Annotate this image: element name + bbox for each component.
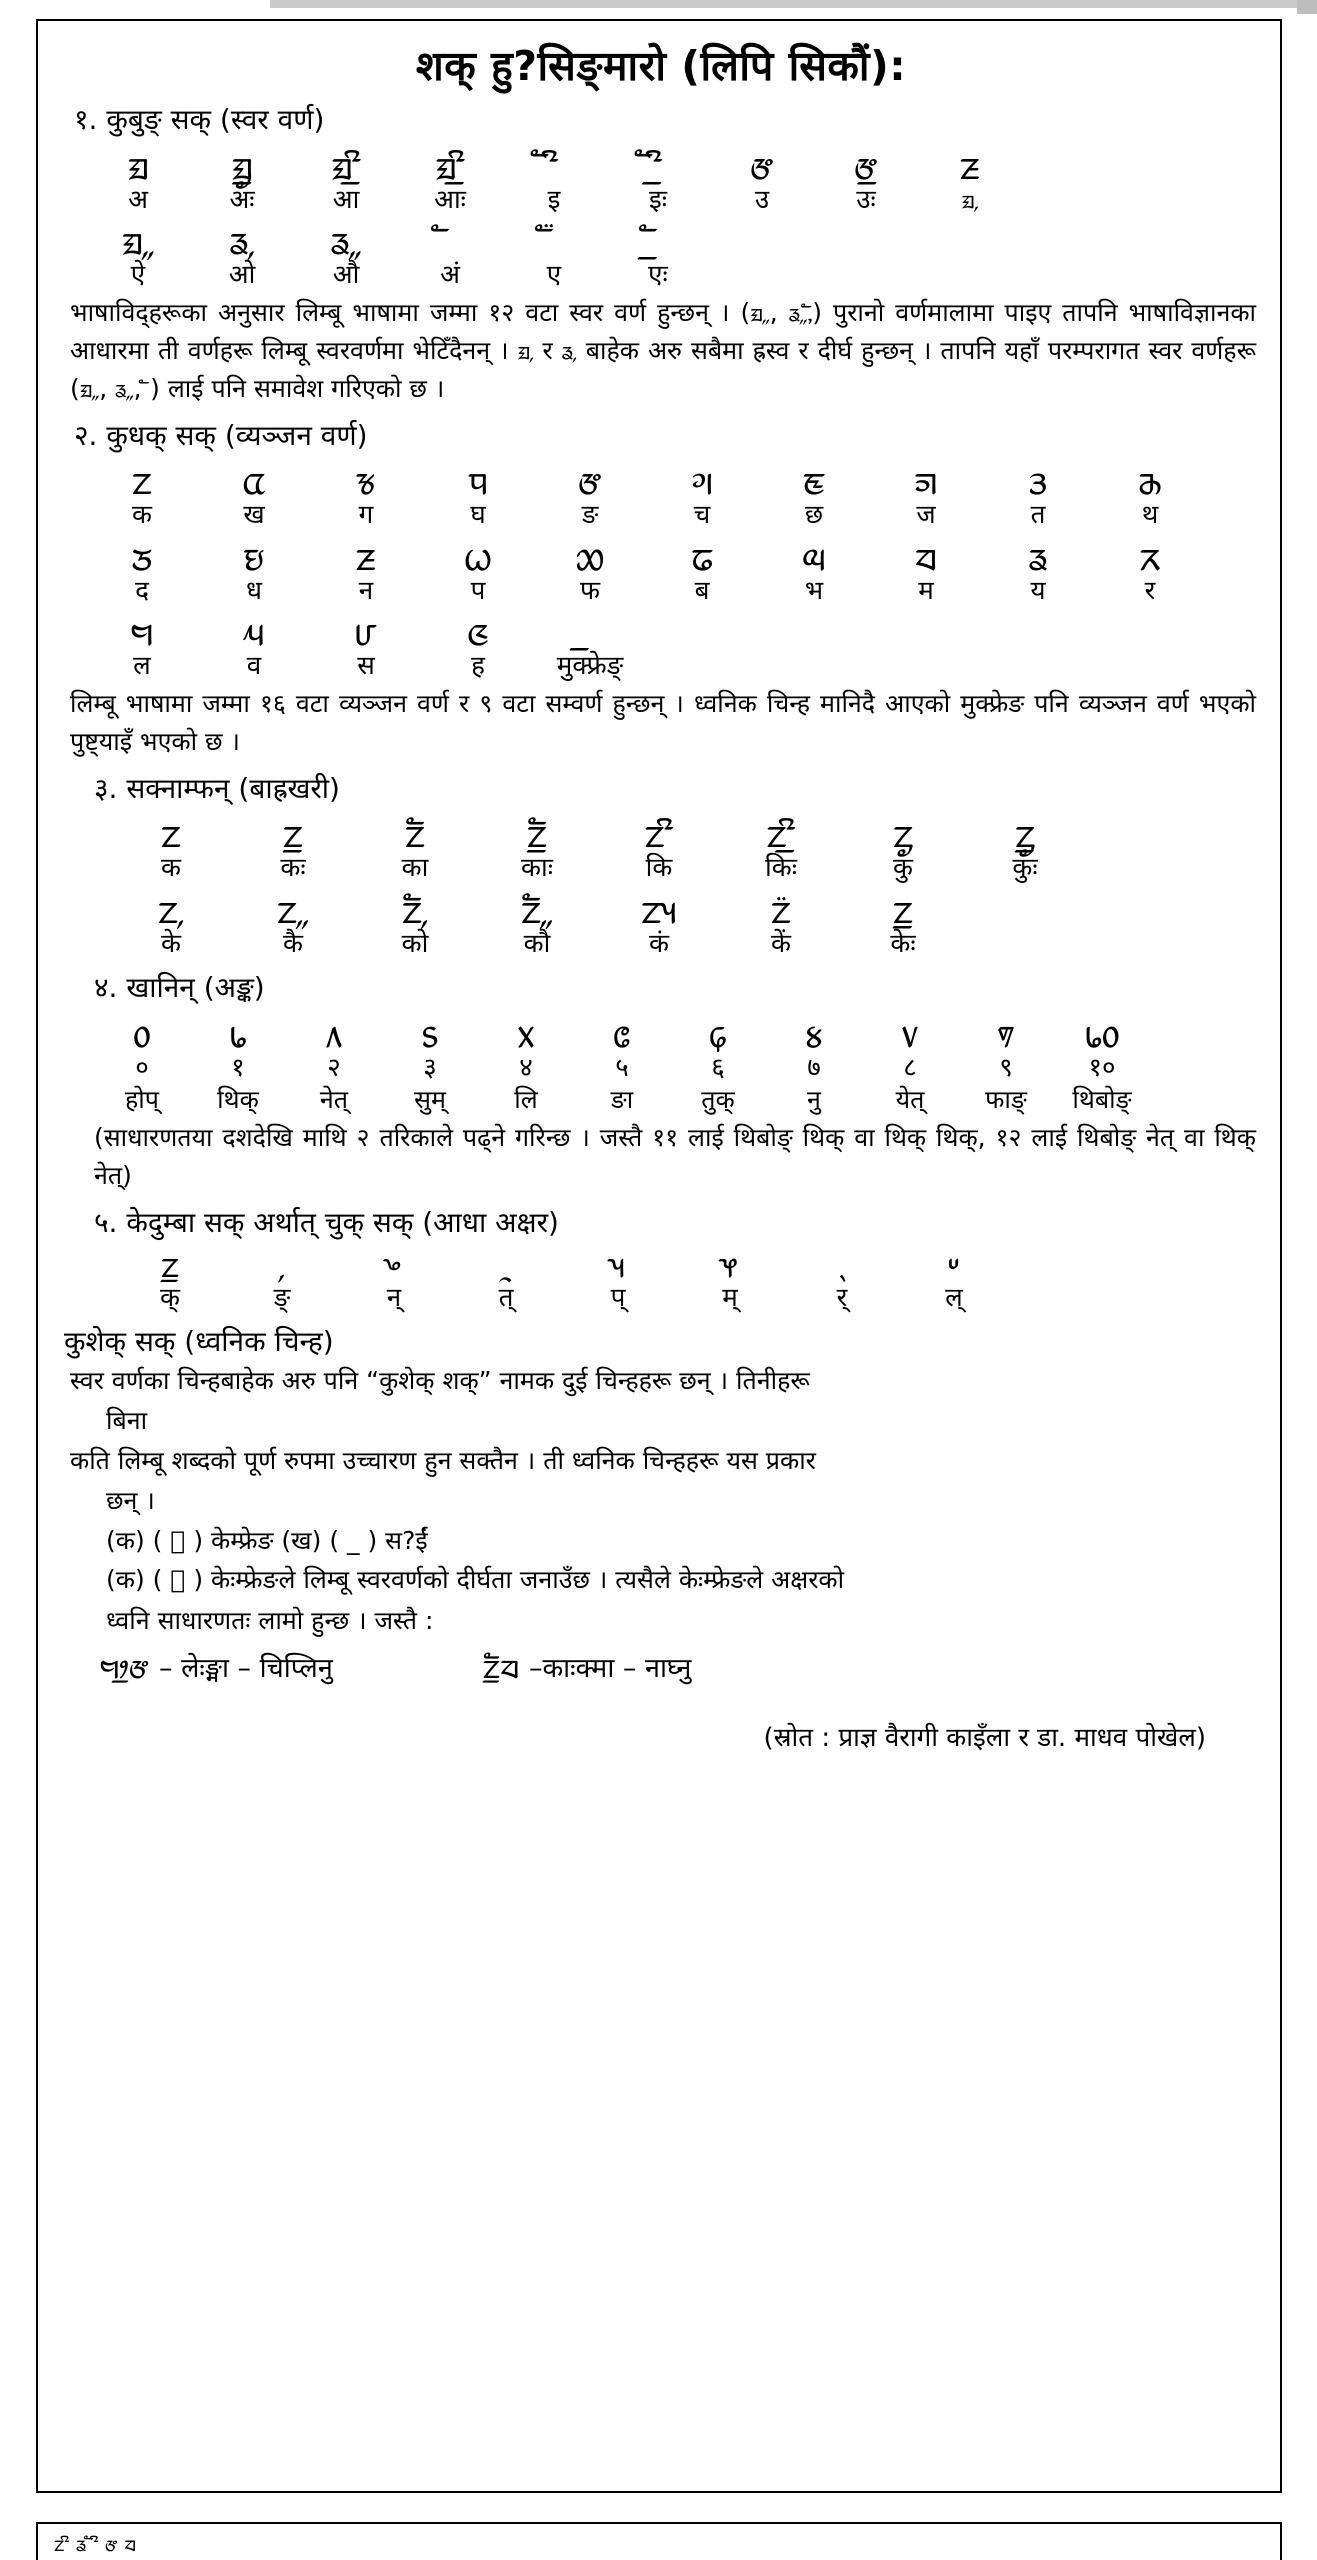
glyph-cell: ᤑ <box>575 530 605 580</box>
translit-cell: ल <box>133 651 151 682</box>
translit-cell: का <box>401 853 429 884</box>
translit-cell: ९ <box>999 1052 1013 1083</box>
glyph-cell: ᤀᤡ᤻᤻ <box>435 139 465 189</box>
digit-cell: ᥈ <box>325 1007 343 1057</box>
section-2-limbu-row-3 <box>86 607 1262 654</box>
example-item <box>100 1646 333 1688</box>
translit-cell: ७ <box>807 1052 821 1083</box>
glyph-cell: ᤳ <box>501 1241 511 1286</box>
translit-cell: औ <box>332 260 360 291</box>
section-3-heading: ३. सक्नाम्फन् (बाह्रखरी) <box>94 771 340 805</box>
translit-cell: कुः <box>1012 853 1038 884</box>
translit-cell: १ <box>231 1052 245 1083</box>
section-5-limbu-row <box>114 1243 1262 1286</box>
section-1-limbu-row-1 <box>86 141 1262 188</box>
glyph-cell: ᤁ <box>132 455 152 505</box>
translit-cell: ६ <box>711 1052 725 1083</box>
translit-cell: के <box>161 928 181 959</box>
number-name-cell: ङा <box>610 1085 634 1115</box>
translit-cell: काः <box>521 853 553 884</box>
section-1-devanagari-row-1 <box>86 184 1262 217</box>
number-name-cell: येत् <box>895 1085 925 1115</box>
section-4-devanagari-digit-row <box>94 1052 1262 1085</box>
translit-cell: कि <box>645 853 673 884</box>
translit-cell: य <box>1030 575 1046 606</box>
translit-cell: प् <box>610 1282 626 1313</box>
number-name-cell: थिबोङ् <box>1072 1085 1132 1115</box>
translit-cell: फ <box>579 575 601 606</box>
glyph-cell: ᤗ <box>130 606 154 656</box>
digit-cell: ᥏ <box>997 1007 1015 1057</box>
section-2-heading: २. कुधक् सक् (व्यञ्जन वर्ण) <box>74 418 368 452</box>
translit-cell: कौ <box>523 928 551 959</box>
section-1-paragraph: भाषाविद्हरूका अनुसार लिम्बू भाषामा जम्मा १२ वटा स्वर वर्ण हुन्छन् । (ᤀ᤹᤹, ᤕ᤹᤹,ᤠ) पुरानो वर्णमालामा पाइए तापनि भाषाविज्ञानका आधारमा ती वर्णहरू लिम्बू स्वरवर्णमा भेटिँदैनन् । ᤀ᤹ र ᤕ᤹ बाहेक अरु सबैमा ह्रस्व र दीर्घ हुन्छन् । तापनि यहाँ परम्परागत स्वर वर्णहरू (ᤀ᤹᤹, ᤕ᤹᤹, ᤠ) लाई पनि समावेश गरिएको छ । <box>70 297 1256 403</box>
glyph-cell: ᤁᤢ <box>893 808 913 858</box>
translit-cell: स <box>357 651 375 682</box>
explain-text: केःम्फ्रेङले लिम्बू स्वरवर्णको दीर्घता जनाउँछ । त्यसैले केःम्फ्रेङले अक्षरको <box>211 1565 845 1595</box>
section-3-limbu-row-1 <box>110 809 1262 856</box>
example-glyph: ᤁᤠ᤻ᤔ <box>482 1645 519 1687</box>
section-2-limbu-row-2 <box>86 532 1262 579</box>
digit-cell: ᥉ <box>421 1007 439 1057</box>
section-4-limbu-digit-row <box>94 1009 1262 1056</box>
glyph-cell: ᤅ <box>750 139 774 189</box>
translit-cell: ङ <box>581 500 599 531</box>
glyph-cell: ᤜ <box>467 606 489 656</box>
translit-cell: ग <box>358 500 374 531</box>
glyph-cell: ᤁ᤹᤹ <box>277 883 309 933</box>
digit-cell: ᥊ <box>517 1007 535 1057</box>
glyph-cell: ᤕ᤹ <box>229 215 255 265</box>
mark-a-name: केम्फ्रेङ <box>211 1526 274 1556</box>
number-name-cell: नेत् <box>319 1085 349 1115</box>
section-5-devanagari-row <box>114 1282 1262 1315</box>
glyph-cell: ᤂ <box>242 455 266 505</box>
translit-cell: ङ् <box>273 1282 291 1313</box>
translit-cell: कै <box>283 928 303 959</box>
translit-cell: आ <box>332 184 360 215</box>
translit-cell: अं <box>440 260 460 291</box>
translit-cell: ऐ <box>130 260 146 291</box>
glyph-cell: ᤁᤡ <box>644 808 674 858</box>
next-page-text-fragment: ᤁᤡ ᤕ ᤠᤡ ᤅ ᤔ <box>54 2532 136 2557</box>
section-2-devanagari-row-3 <box>86 650 1262 683</box>
glyph-cell <box>606 216 710 263</box>
section-6-examples <box>100 1646 1262 1688</box>
glyph-cell: ᤀᤡ᤻ <box>331 139 361 189</box>
translit-cell: म् <box>722 1282 738 1313</box>
explain-symbol: ( ॒ ) <box>152 1565 204 1595</box>
translit-cell: १० <box>1088 1052 1116 1083</box>
glyph-cell: ᤀᤢ᤻ <box>231 139 253 189</box>
mark-b-name: स?ईं <box>385 1526 428 1556</box>
example-spacer <box>333 1646 483 1688</box>
translit-cell: प <box>470 575 486 606</box>
glyph-cell: ᤘ <box>243 606 265 656</box>
digit-cell: ᥆ <box>133 1007 151 1057</box>
number-name-cell: नु <box>807 1085 821 1115</box>
glyph-cell: ᤁ <box>161 808 181 858</box>
translit-cell: घ <box>470 500 486 531</box>
translit-cell: क <box>161 853 181 884</box>
translit-cell: कें <box>771 928 791 959</box>
glyph-cell: ᤁᤠ᤹ <box>402 883 428 933</box>
translit-cell: ख <box>243 500 265 531</box>
section-6-paragraph-1b: बिना <box>106 1406 148 1436</box>
section-6-paragraph-2b: छन् । <box>106 1486 155 1516</box>
translit-cell: ᤀ᤹ <box>961 184 979 215</box>
section-6-paragraph-2: कति लिम्बू शब्दको पूर्ण रुपमा उच्चारण हुन सक्तैन । ती ध्वनिक चिन्हहरू यस प्रकार <box>70 1446 816 1476</box>
translit-cell: कः <box>280 853 306 884</box>
translit-cell: म <box>918 575 934 606</box>
translit-cell: उः <box>856 184 876 215</box>
translit-cell: ५ <box>615 1052 629 1083</box>
translit-cell: एः <box>648 260 668 291</box>
number-name-cell: थिक् <box>217 1085 259 1115</box>
number-name-cell: फाङ् <box>985 1085 1027 1115</box>
next-page-frame-fragment <box>36 2522 1282 2560</box>
digit-cell: ᥇ <box>229 1007 247 1057</box>
translit-cell: किः <box>765 853 797 884</box>
section-5-heading: ५. केदुम्बा सक् अर्थात् चुक् सक् (आधा अक्षर) <box>94 1205 559 1239</box>
translit-cell: ३ <box>423 1052 437 1083</box>
digit-cell: ᥇᥆ <box>1084 1007 1120 1057</box>
glyph-cell: ᤅ <box>578 455 602 505</box>
glyph-cell: ᤔ <box>914 530 938 580</box>
section-4-heading: ४. खानिन् (अङ्क) <box>94 971 265 1005</box>
glyph-cell: ᤁᤠ᤻ <box>527 808 547 858</box>
glyph-cell <box>398 216 502 263</box>
section-2-limbu-row-1 <box>86 456 1262 503</box>
section-3-limbu-row-2 <box>110 885 1262 932</box>
glyph-cell: ᤁ᤻ <box>160 1241 180 1286</box>
glyph-cell: ᤁᤠ <box>405 808 425 858</box>
translit-cell: इः <box>648 184 668 215</box>
glyph-cell: ᤍ <box>131 530 153 580</box>
glyph-cell: ᤁᤡ᤻ <box>766 808 796 858</box>
glyph-cell: ᤁ᤺ <box>771 883 791 933</box>
number-name-cell: तुक् <box>701 1085 735 1115</box>
glyph-cell: ᤖ <box>1139 530 1161 580</box>
translit-cell: त् <box>498 1282 514 1313</box>
glyph-cell: ᤷ <box>838 1241 846 1286</box>
glyph-cell: ᤆ <box>691 455 713 505</box>
mark-a-label: (क) <box>106 1526 145 1556</box>
number-name-cell: होप् <box>125 1085 159 1115</box>
number-name-cell: लि <box>514 1085 538 1115</box>
glyph-cell: ᤀ᤹᤹ <box>121 215 155 265</box>
glyph-cell: ᤌ <box>1138 455 1162 505</box>
glyph-cell: ᤁᤢ᤻ <box>1015 808 1035 858</box>
glyph-cell: ᤠᤡ᤻ <box>653 139 663 189</box>
glyph-cell: ᤁᤵ <box>641 883 677 933</box>
glyph-cell <box>502 216 606 263</box>
translit-cell: ४ <box>519 1052 533 1083</box>
glyph-cell: ᤴ <box>386 1241 402 1286</box>
scan-artifact-strip-corner <box>1297 0 1317 14</box>
glyph-cell: ᤏ <box>959 139 981 189</box>
translit-cell: भ <box>804 575 824 606</box>
glyph-cell: ᤠᤡ <box>549 139 559 189</box>
glyph-cell: ᤋ <box>1028 455 1048 505</box>
glyph-cell: ᤐ <box>464 530 492 580</box>
glyph-cell: ᤁ᤹ <box>158 883 184 933</box>
section-1-limbu-row-2 <box>86 216 1262 263</box>
example-reading: – लेःङ्मा – चिप्लिनु <box>159 1653 333 1685</box>
mark-b-symbol: ( _ ) <box>329 1526 378 1556</box>
glyph-cell: ᤕ᤹᤹ <box>330 215 362 265</box>
glyph-cell: ᤕ <box>1028 530 1048 580</box>
translit-cell: कं <box>649 928 669 959</box>
mark-a-symbol: ( ॒ ) <box>152 1526 204 1556</box>
digit-cell: ᥌ <box>709 1007 727 1057</box>
glyph-cell: ᤁ᤻᤻ <box>893 883 913 933</box>
example-item <box>483 1646 692 1688</box>
translit-cell: अः <box>229 184 255 215</box>
glyph-cell: ᤸ <box>948 1241 960 1286</box>
glyph-cell: ᤇ <box>802 455 826 505</box>
translit-cell: केः <box>890 928 916 959</box>
translit-cell: ल् <box>945 1282 963 1313</box>
glyph-cell: ᤵ <box>611 1241 625 1286</box>
number-name-cell: सुम् <box>414 1085 446 1115</box>
translit-cell: न् <box>386 1282 402 1313</box>
section-6-paragraph-1: स्वर वर्णका चिन्हबाहेक अरु पनि “कुशेक् शक्” नामक दुई चिन्हहरू छन् । तिनीहरू <box>70 1366 810 1396</box>
translit-cell: न <box>358 575 374 606</box>
translit-cell: च <box>693 500 711 531</box>
glyph-cell: ᤈ <box>914 455 938 505</box>
section-1-devanagari-row-2 <box>86 259 1262 292</box>
translit-cell: छ <box>804 500 824 531</box>
glyph-cell: ᤶ <box>722 1241 738 1286</box>
section-6-explanation-line-2: ध्वनि साधारणतः लामो हुन्छ । जस्तै : <box>106 1605 434 1635</box>
translit-cell: ० <box>135 1052 149 1083</box>
translit-cell: ब <box>694 575 710 606</box>
example-glyph: ᤗᤣ᤻ᤅ <box>100 1645 150 1687</box>
source-attribution: (स्रोत : प्राज्ञ वैरागी काइँला र डा. माधव पोखेल) <box>763 1722 1206 1753</box>
translit-cell: क् <box>160 1282 180 1313</box>
translit-cell: २ <box>327 1052 341 1083</box>
glyph-cell: ᤹ <box>279 1241 285 1286</box>
section-2-devanagari-row-2 <box>86 575 1262 608</box>
translit-cell: ज <box>916 500 936 531</box>
glyph-cell-mukphreng <box>534 607 646 654</box>
translit-cell: को <box>401 928 429 959</box>
translit-cell: त <box>1030 500 1046 531</box>
section-2-devanagari-row-1 <box>86 499 1262 532</box>
scan-artifact-strip-top <box>270 0 1300 8</box>
section-1-heading: १. कुबुङ् सक् (स्वर वर्ण) <box>74 103 325 137</box>
glyph-cell: ᤀ <box>127 139 149 189</box>
section-4-number-names-row <box>94 1084 1262 1117</box>
translit-cell: उ <box>754 184 770 215</box>
digit-cell: ᥋ <box>613 1007 631 1057</box>
glyph-cell: ᤙ <box>355 606 377 656</box>
example-reading: –काःक्मा – नाघ्नु <box>528 1653 692 1685</box>
digit-cell: ᥍ <box>805 1007 823 1057</box>
glyph-cell: ᤏ <box>355 530 377 580</box>
section-3-devanagari-row-2 <box>110 928 1262 961</box>
translit-cell: अ <box>128 184 148 215</box>
translit-cell: ह <box>471 651 485 682</box>
translit-cell: द <box>135 575 149 606</box>
translit-cell: ओ <box>228 260 256 291</box>
glyph-cell: ᤄ <box>468 455 488 505</box>
section-2-paragraph: लिम्बू भाषामा जम्मा १६ वटा व्यञ्जन वर्ण र ९ वटा सम्वर्ण हुन्छन् । ध्वनिक चिन्ह मानिदै आएको मुक्फ्रेङ पनि व्यञ्जन वर्ण भएको पुष्ट्याइँ भएको छ । <box>70 688 1256 756</box>
section-3-devanagari-row-1 <box>110 852 1262 885</box>
translit-cell: व <box>246 651 262 682</box>
glyph-cell: ᤁᤠ᤹᤹ <box>521 883 553 933</box>
translit-cell: इ <box>547 184 561 215</box>
translit-cell: र <box>1144 575 1156 606</box>
glyph-cell: ᤃ <box>356 455 376 505</box>
section-4-note: (साधारणतया दशदेखि माथि २ तरिकाले पढ्ने गरिन्छ । जस्तै ११ लाई थिबोङ् थिक् वा थिक् थिक्, १२ लाई थिबोङ् नेत् वा थिक् नेत्) <box>94 1122 1256 1190</box>
translit-cell: कु <box>893 853 913 884</box>
translit-cell: ए <box>546 260 562 291</box>
section-6-explanation-line <box>106 1561 1262 1600</box>
section-6-marks-line-a <box>106 1522 1262 1561</box>
page-title: शक् हु?सिङ्‍मारो (लिपि सिकौं): <box>415 42 907 90</box>
glyph-cell: ᤎ <box>243 530 265 580</box>
translit-cell-mukphreng: मुक्फ्रेङ् <box>556 651 624 682</box>
translit-cell: ८ <box>903 1052 917 1083</box>
glyph-cell: ᤓ <box>802 530 826 580</box>
translit-cell: ध <box>246 575 262 606</box>
page-border-frame <box>36 19 1282 2493</box>
glyph-cell: ᤅ᤻ <box>854 139 878 189</box>
section-6-heading: कुशेक् सक् (ध्वनिक चिन्ह) <box>64 1325 334 1358</box>
translit-cell: थ <box>1141 500 1159 531</box>
explain-label: (क) <box>106 1565 145 1595</box>
glyph-cell: ᤁ᤻ <box>283 808 303 858</box>
mark-b-label: (ख) <box>281 1526 322 1556</box>
digit-cell: ᥎ <box>901 1007 919 1057</box>
translit-cell: आः <box>434 184 466 215</box>
translit-cell: र् <box>836 1282 848 1313</box>
glyph-cell: ᤒ <box>690 530 714 580</box>
translit-cell: क <box>132 500 152 531</box>
